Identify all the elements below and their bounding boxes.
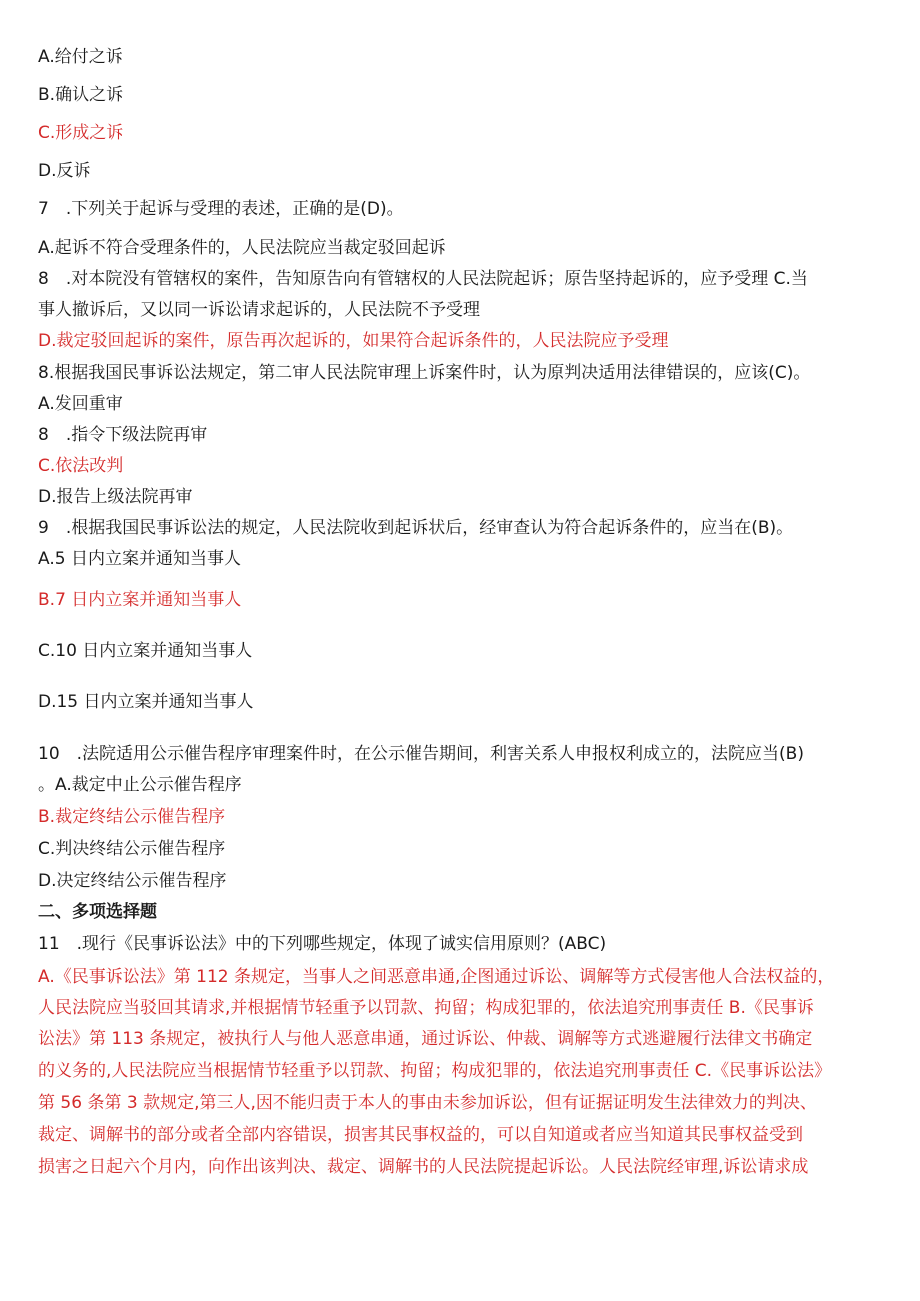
answer-line: 讼法》第 113 条规定，被执行人与他人恶意串通，通过诉讼、仲裁、调解等方式逃避履行法律文书确定 <box>38 1029 813 1049</box>
option-line: 8 .对本院没有管辖权的案件，告知原告向有管辖权的人民法院起诉；原告坚持起诉的，应予受理 C.当 <box>38 269 808 289</box>
answer-line: 损害之日起六个月内，向作出该判决、裁定、调解书的人民法院提起诉讼。人民法院经审理,诉讼请求成 <box>38 1157 809 1177</box>
answer-line: B.裁定终结公示催告程序 <box>38 807 226 827</box>
answer-line: 裁定、调解书的部分或者全部内容错误，损害其民事权益的，可以自知道或者应当知道其民事权益受到 <box>38 1125 803 1145</box>
answer-line: A.《民事诉讼法》第 112 条规定，当事人之间恶意串通,企图通过诉讼、调解等方式侵害他人合法权益的， <box>38 967 835 987</box>
answer-line: 人民法院应当驳回其请求,并根据情节轻重予以罚款、拘留；构成犯罪的，依法追究刑事责任 B.《民事诉 <box>38 998 814 1018</box>
option-line: C.10 日内立案并通知当事人 <box>38 641 253 661</box>
option-line: A.5 日内立案并通知当事人 <box>38 549 241 569</box>
option-d-line: D.反诉 <box>38 161 91 181</box>
answer-line: 第 56 条第 3 款规定,第三人,因不能归责于本人的事由未参加诉讼，但有证据证明发生法律效力的判决、 <box>38 1093 817 1113</box>
option-line: D.报告上级法院再审 <box>38 487 193 507</box>
option-line: A.起诉不符合受理条件的，人民法院应当裁定驳回起诉 <box>38 238 446 258</box>
option-line: C.判决终结公示催告程序 <box>38 839 226 859</box>
question-11: 11 .现行《民事诉讼法》中的下列哪些规定，体现了诚实信用原则？(ABC) <box>38 934 607 954</box>
answer-line: B.7 日内立案并通知当事人 <box>38 590 242 610</box>
option-b-line: B.确认之诉 <box>38 85 124 105</box>
question-7: 7 .下列关于起诉与受理的表述，正确的是(D)。 <box>38 199 404 219</box>
answer-line: C.依法改判 <box>38 456 124 476</box>
answer-line: C.形成之诉 <box>38 123 124 143</box>
option-line: D.决定终结公示催告程序 <box>38 871 227 891</box>
option-a-line: A.给付之诉 <box>38 47 123 67</box>
option-line: 8 .指令下级法院再审 <box>38 425 208 445</box>
question-8: 8.根据我国民事诉讼法规定，第二审人民法院审理上诉案件时，认为原判决适用法律错误的，应该(C)。 <box>38 363 811 383</box>
option-line: D.15 日内立案并通知当事人 <box>38 692 254 712</box>
answer-line: 的义务的,人民法院应当根据情节轻重予以罚款、拘留；构成犯罪的，依法追究刑事责任 C.《民事诉讼法》 <box>38 1061 832 1081</box>
option-line: 事人撤诉后，又以同一诉讼请求起诉的，人民法院不予受理 <box>38 300 480 320</box>
section-heading: 二、多项选择题 <box>38 902 157 922</box>
option-line: 。A.裁定中止公示催告程序 <box>38 775 242 795</box>
answer-line: D.裁定驳回起诉的案件，原告再次起诉的，如果符合起诉条件的，人民法院应予受理 <box>38 331 669 351</box>
question-10: 10 .法院适用公示催告程序审理案件时，在公示催告期间，利害关系人申报权利成立的，法院应当(B) <box>38 744 804 764</box>
option-line: A.发回重审 <box>38 394 123 414</box>
question-9: 9 .根据我国民事诉讼法的规定，人民法院收到起诉状后，经审查认为符合起诉条件的，应当在(B)。 <box>38 518 794 538</box>
